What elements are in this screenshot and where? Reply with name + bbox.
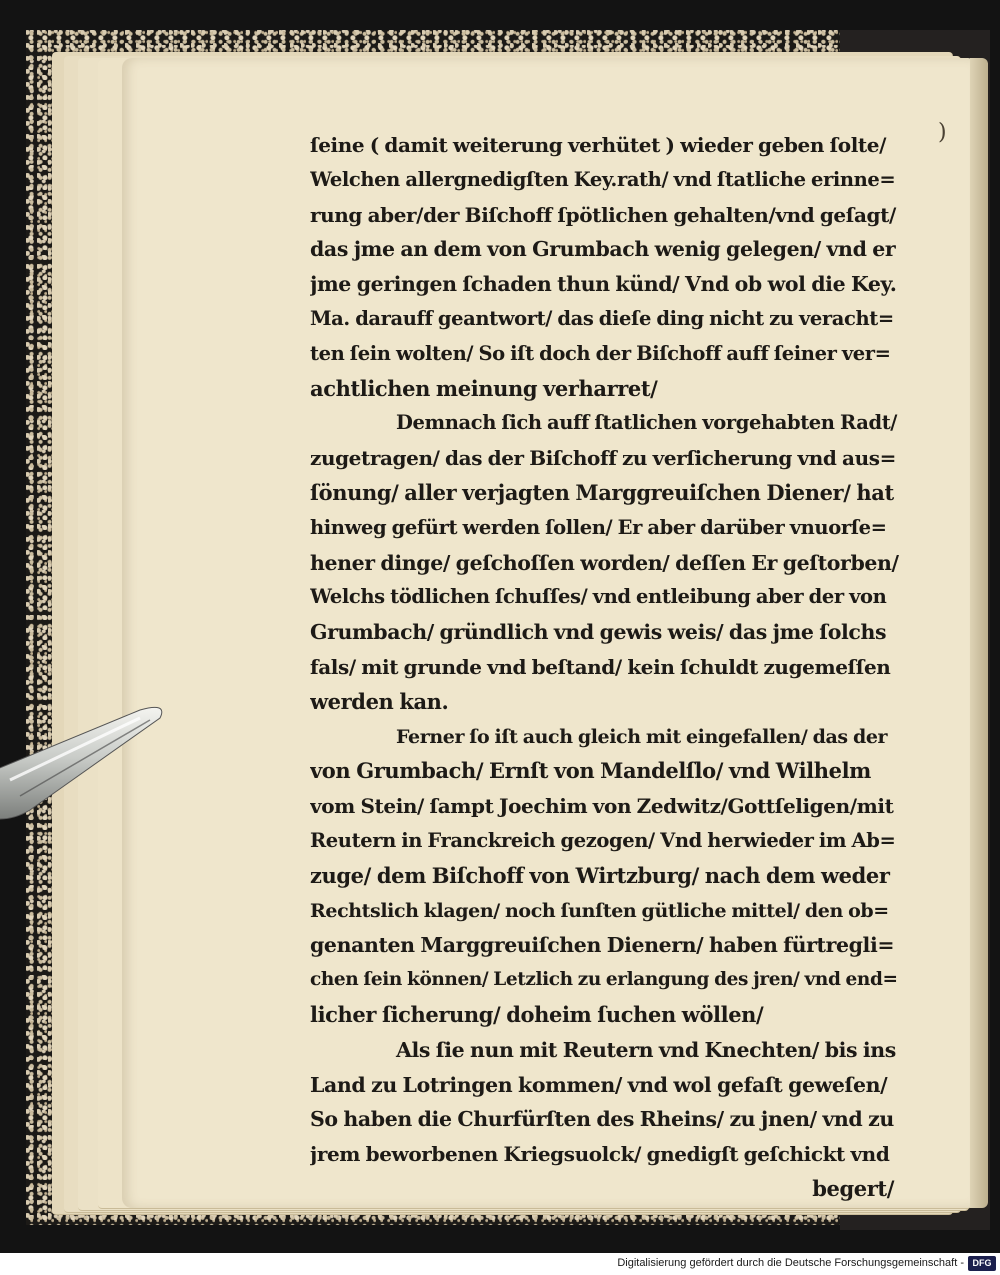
text-line: hinweg gefürt werden ſollen/ Er aber darüber vnuorſe=: [310, 515, 887, 539]
text-line: Welchen allergnedigſten Key.rath/ vnd ſtatliche erinne=: [310, 167, 896, 191]
text-line: hener dinge/ geſchoſſen worden/ deſſen Er geſtorben/: [310, 550, 899, 575]
text-line: Grumbach/ gründlich vnd gewis weis/ das jme ſolchs: [310, 620, 887, 645]
text-line: werden kan.: [310, 688, 449, 714]
text-line: von Grumbach/ Ernſt von Mandelſlo/ vnd Wilhelm: [310, 758, 871, 784]
text-line: Als ſie nun mit Reutern vnd Knechten/ bis ins: [396, 1037, 896, 1062]
text-line: ten ſein wolten/ So iſt doch der Biſchoff auff ſeiner ver=: [310, 341, 891, 365]
text-line: Ma. darauff geantwort/ das dieſe ding nicht zu veracht=: [310, 306, 894, 330]
text-line: fals/ mit grunde vnd beſtand/ kein ſchuldt zugemeſſen: [310, 654, 891, 679]
text-line: vom Stein/ ſampt Joechim von Zedwitz/Gottſeligen/mit: [310, 794, 894, 819]
footer-bar: [0, 1253, 1000, 1275]
text-line: achtlichen meinung verharret/: [310, 375, 658, 401]
footer-credit: Digitalisierung gefördert durch die Deutsche Forschungsgemeinschaft -: [617, 1257, 964, 1269]
text-line: Welchs tödlichen ſchuſſes/ vnd entleibung aber der von: [310, 585, 887, 609]
text-line: Reutern in Franckreich gezogen/ Vnd herwieder im Ab=: [310, 828, 896, 852]
text-line: genanten Marggreuiſchen Dienern/ haben fürtregli=: [310, 933, 895, 958]
text-line: zuge/ dem Biſchoff von Wirtzburg/ nach dem weder: [310, 862, 890, 888]
text-line: jrem beworbenen Kriegsuolck/ gnedigſt geſchickt vnd: [310, 1142, 890, 1167]
page-fore-edge: [970, 58, 988, 1208]
glass-pointer-icon: [0, 700, 200, 830]
text-line: rung aber/der Biſchoff ſpötlichen gehalten/vnd geſagt/: [310, 202, 896, 227]
text-line: das jme an dem von Grumbach wenig gelegen/ vnd er: [310, 237, 896, 262]
text-line: So haben die Churfürſten des Rheins/ zu jnen/ vnd zu: [310, 1107, 894, 1132]
text-line: chen ſein können/ Letzlich zu erlangung des jren/ vnd end=: [310, 969, 898, 991]
text-line: ſönung/ aller verjagten Marggreuiſchen Diener/ hat: [310, 479, 894, 505]
dfg-logo-icon: DFG: [968, 1256, 996, 1271]
body-text: [310, 128, 900, 1207]
text-line: Land zu Lotringen kommen/ vnd wol gefaſt geweſen/: [310, 1072, 888, 1097]
text-line: licher ſicherung/ doheim ſuchen wöllen/: [310, 1001, 764, 1027]
text-line: begert/: [812, 1175, 894, 1201]
text-line: Ferner ſo iſt auch gleich mit eingefallen/ das der: [396, 725, 888, 748]
text-line: Demnach ſich auff ſtatlichen vorgehabten Radt/: [396, 411, 898, 435]
text-line: Rechtslich klagen/ noch ſunſten gütliche mittel/ den ob=: [310, 899, 889, 922]
text-line: ſeine ( damit weiterung verhütet ) wieder geben ſolte/: [310, 133, 886, 157]
text-line: zugetragen/ das der Biſchoff zu verſicherung vnd aus=: [310, 446, 896, 471]
margin-mark: ): [938, 120, 947, 145]
text-line: jme geringen ſchaden thun künd/ Vnd ob wol die Key.: [310, 272, 897, 297]
